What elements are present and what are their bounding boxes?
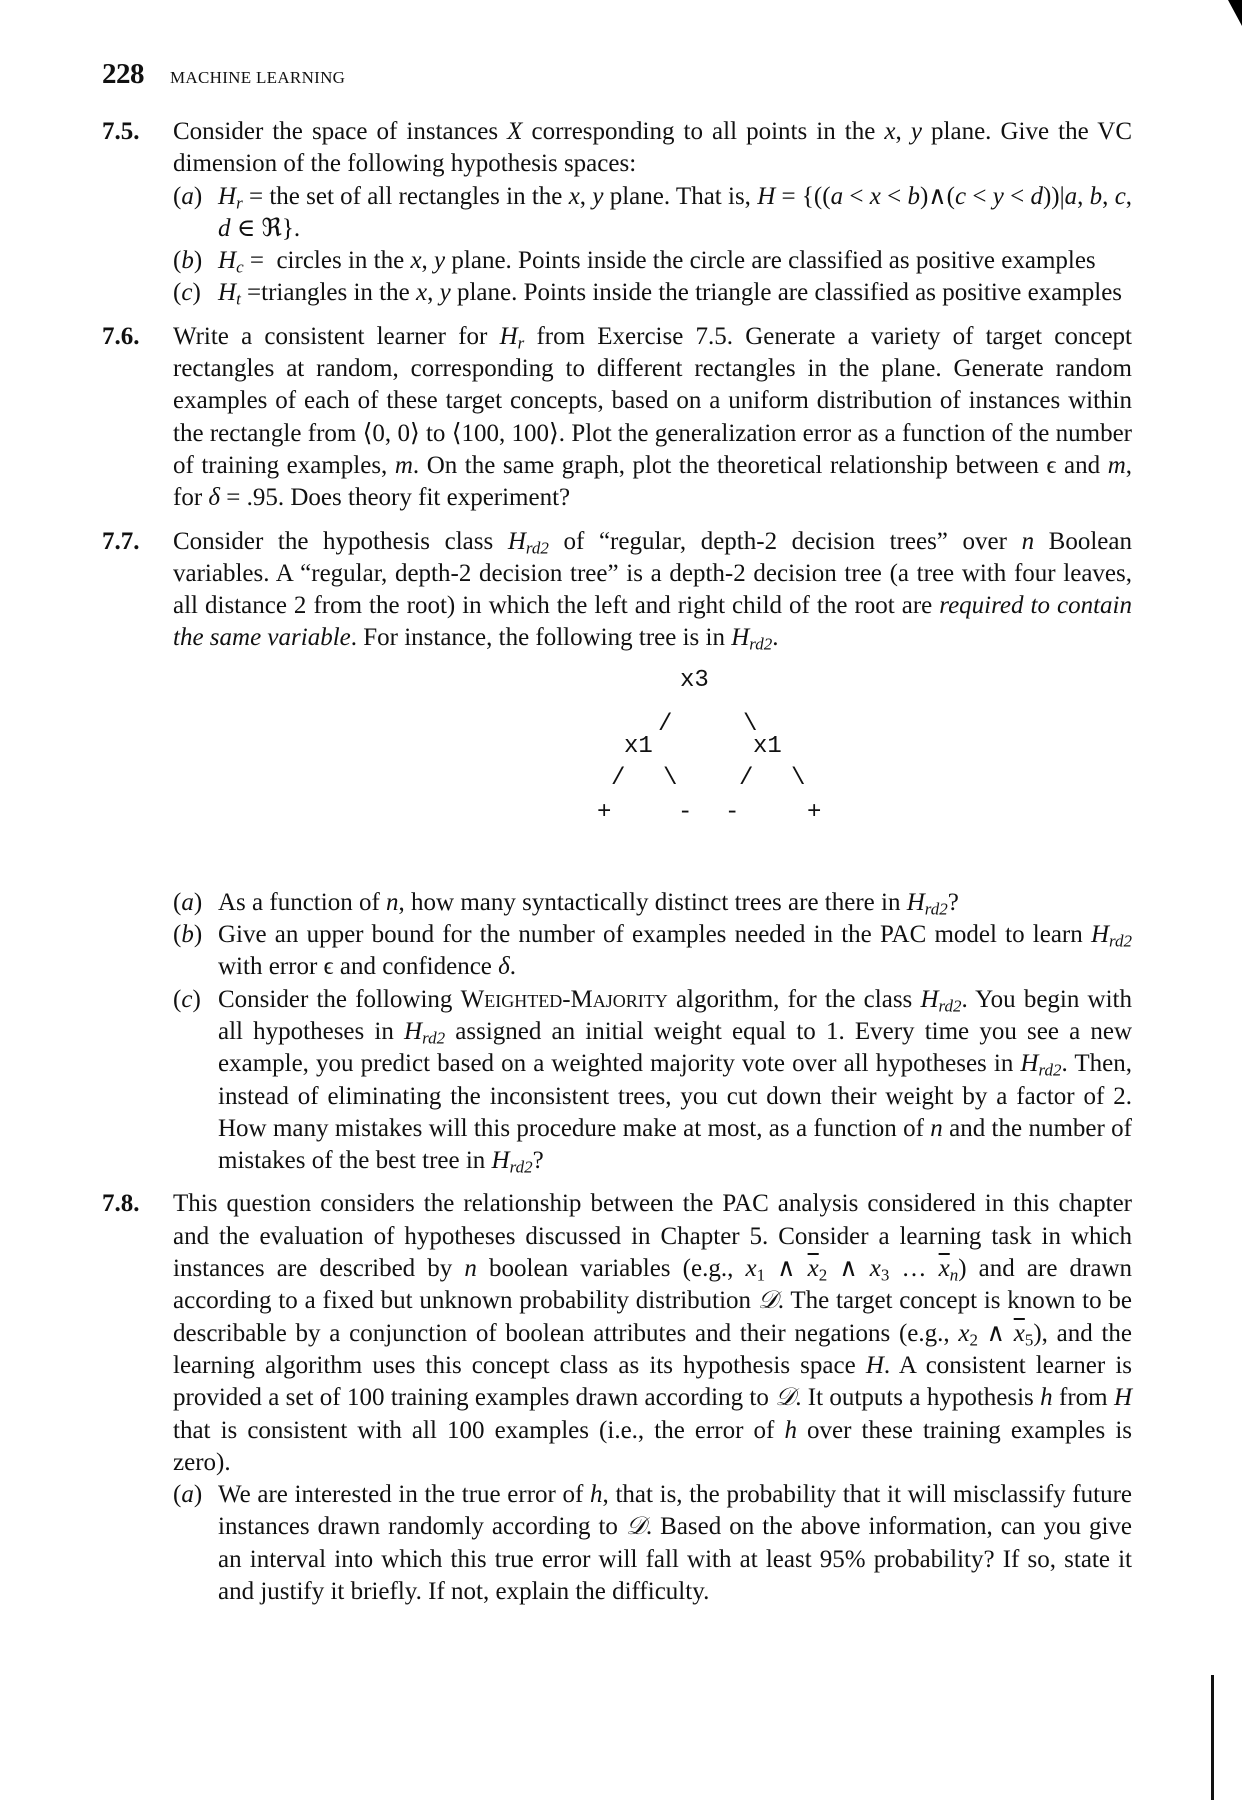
tree-edge: \ — [743, 710, 758, 738]
exercise-part-c: (c) Consider the following Weighted-Majority algorithm, for the class $H_{rd2}$. You begin with all hypotheses in $H_{rd2}$ assigned an initial weight equal to 1. Every time you see a new example, you predict based on a weighted majority vote over all hypotheses in $H_{rd2}$. Then, instead of eliminating the inconsistent trees, you cut down their weight by a factor of 2. How many mistakes will this procedure make at most, as a function of n and the number of mistakes of the best tree in $H_{rd2}$? — [173, 985, 1133, 1177]
part-label: (c) — [173, 279, 201, 307]
page-number: 228 — [102, 58, 144, 90]
exercise-intro: Consider the hypothesis class $H_{rd2}$ of “regular, depth-2 decision trees” over n Boolean variables. A “regular, depth-2 decision tree” is a depth-2 decision tree (a tree with four leaves, all distance 2 from the root) in which the left and right child of the root are required to contain the same variable. For instance, the following tree is in $H_{rd2}$. — [173, 527, 1132, 654]
exercise-7-6 — [102, 321, 1132, 515]
exercise-7-8 — [102, 1188, 1132, 1608]
exercise-number: 7.8. — [102, 1190, 140, 1218]
exercise-part-a: (a) As a function of n, how many syntactically distinct trees are there in $H_{rd2}$? — [173, 888, 959, 918]
exercise-part-b: (b) Give an upper bound for the number of examples needed in the PAC model to learn $H_{rd2}$ with error ϵ and confidence δ. — [173, 921, 1132, 981]
part-label: (a) — [173, 1481, 203, 1509]
exercise-7-5 — [102, 116, 1132, 310]
part-label: (b) — [173, 921, 203, 949]
scan-edge-bar — [1211, 1675, 1214, 1800]
exercise-part-c: (c) $H_t$ =triangles in the x, y plane. Points inside the triangle are classified as positive examples — [173, 279, 1123, 309]
tree-edge: / — [658, 710, 673, 738]
tree-edge: / — [611, 764, 626, 792]
exercise-intro: This question considers the relationship between the PAC analysis considered in this chapter and the evaluation of hypotheses discussed in Chapter 5. Consider a learning task in which instances are described by n boolean variables (e.g., $x_1$ ∧ $\overline{x}_2$ ∧ $x_3$ … $\overline{x}_n$) and are drawn according to a fixed but unknown probability distribution 𝒟. The target concept is known to be describable by a conjunction of boolean attributes and their negations (e.g., $x_2$ ∧ $\overline{x}_5$), and the learning algorithm uses this concept class as its hypothesis space H. A consistent learner is provided a set of 100 training examples drawn according to 𝒟. It outputs a hypothesis h from H that is consistent with all 100 examples (i.e., the error of h over these training examples is zero). — [173, 1190, 1133, 1476]
part-label: (c) — [173, 985, 201, 1013]
tree-leaf: - — [678, 798, 693, 826]
tree-root-node: x3 — [680, 666, 709, 694]
tree-leaf: - — [725, 798, 740, 826]
part-label: (b) — [173, 247, 203, 275]
tree-leaf: + — [597, 798, 612, 826]
tree-edge: \ — [663, 764, 678, 792]
page-header — [102, 58, 345, 91]
exercise-intro: Write a consistent learner for $H_r$ from Exercise 7.5. Generate a variety of target concept rectangles at random, corresponding to different rectangles in the plane. Generate random examples of each of these target concepts, based on a uniform distribution of instances within the rectangle from ⟨0, 0⟩ to ⟨100, 100⟩. Plot the generalization error as a function of the number of training examples, m. On the same graph, plot the theoretical relationship between ϵ and m, for δ = .95. Does theory fit experiment? — [173, 322, 1132, 512]
page-corner-mark — [1214, 0, 1242, 26]
exercise-part-a: (a) $H_r$ = the set of all rectangles in the x, y plane. That is, H = {((a < x < b)∧(c < y < d))|a, b, c, d ∈ ℜ}. — [173, 182, 1133, 242]
tree-right-node: x1 — [753, 732, 782, 760]
exercise-part-b: (b) $H_c$ = circles in the x, y plane. Points inside the circle are classified as positive examples — [173, 247, 1096, 277]
exercise-number: 7.5. — [102, 118, 140, 145]
exercise-list — [102, 116, 1132, 1619]
tree-left-node: x1 — [624, 732, 653, 760]
tree-edge: / — [739, 764, 754, 792]
exercise-intro: Consider the space of instances X corresponding to all points in the x, y plane. Give the VC dimension of the following hypothesis spaces: — [173, 118, 1133, 178]
part-label: (a) — [173, 888, 203, 916]
tree-edge: \ — [791, 764, 806, 792]
exercise-number: 7.7. — [102, 527, 140, 555]
decision-tree-diagram — [173, 657, 1132, 883]
exercise-7-7 — [102, 526, 1132, 1178]
exercise-part-a: (a) We are interested in the true error of h, that is, the probability that it will misclassify future instances drawn randomly according to 𝒟. Based on the above information, can you give an interval into which this true error will fall with at least 95% probability? If so, state it and justify it briefly. If not, explain the difficulty. — [173, 1481, 1132, 1605]
exercise-number: 7.6. — [102, 322, 140, 350]
part-label: (a) — [173, 182, 203, 210]
tree-leaf: + — [807, 798, 822, 826]
running-title: MACHINE LEARNING — [170, 68, 346, 87]
